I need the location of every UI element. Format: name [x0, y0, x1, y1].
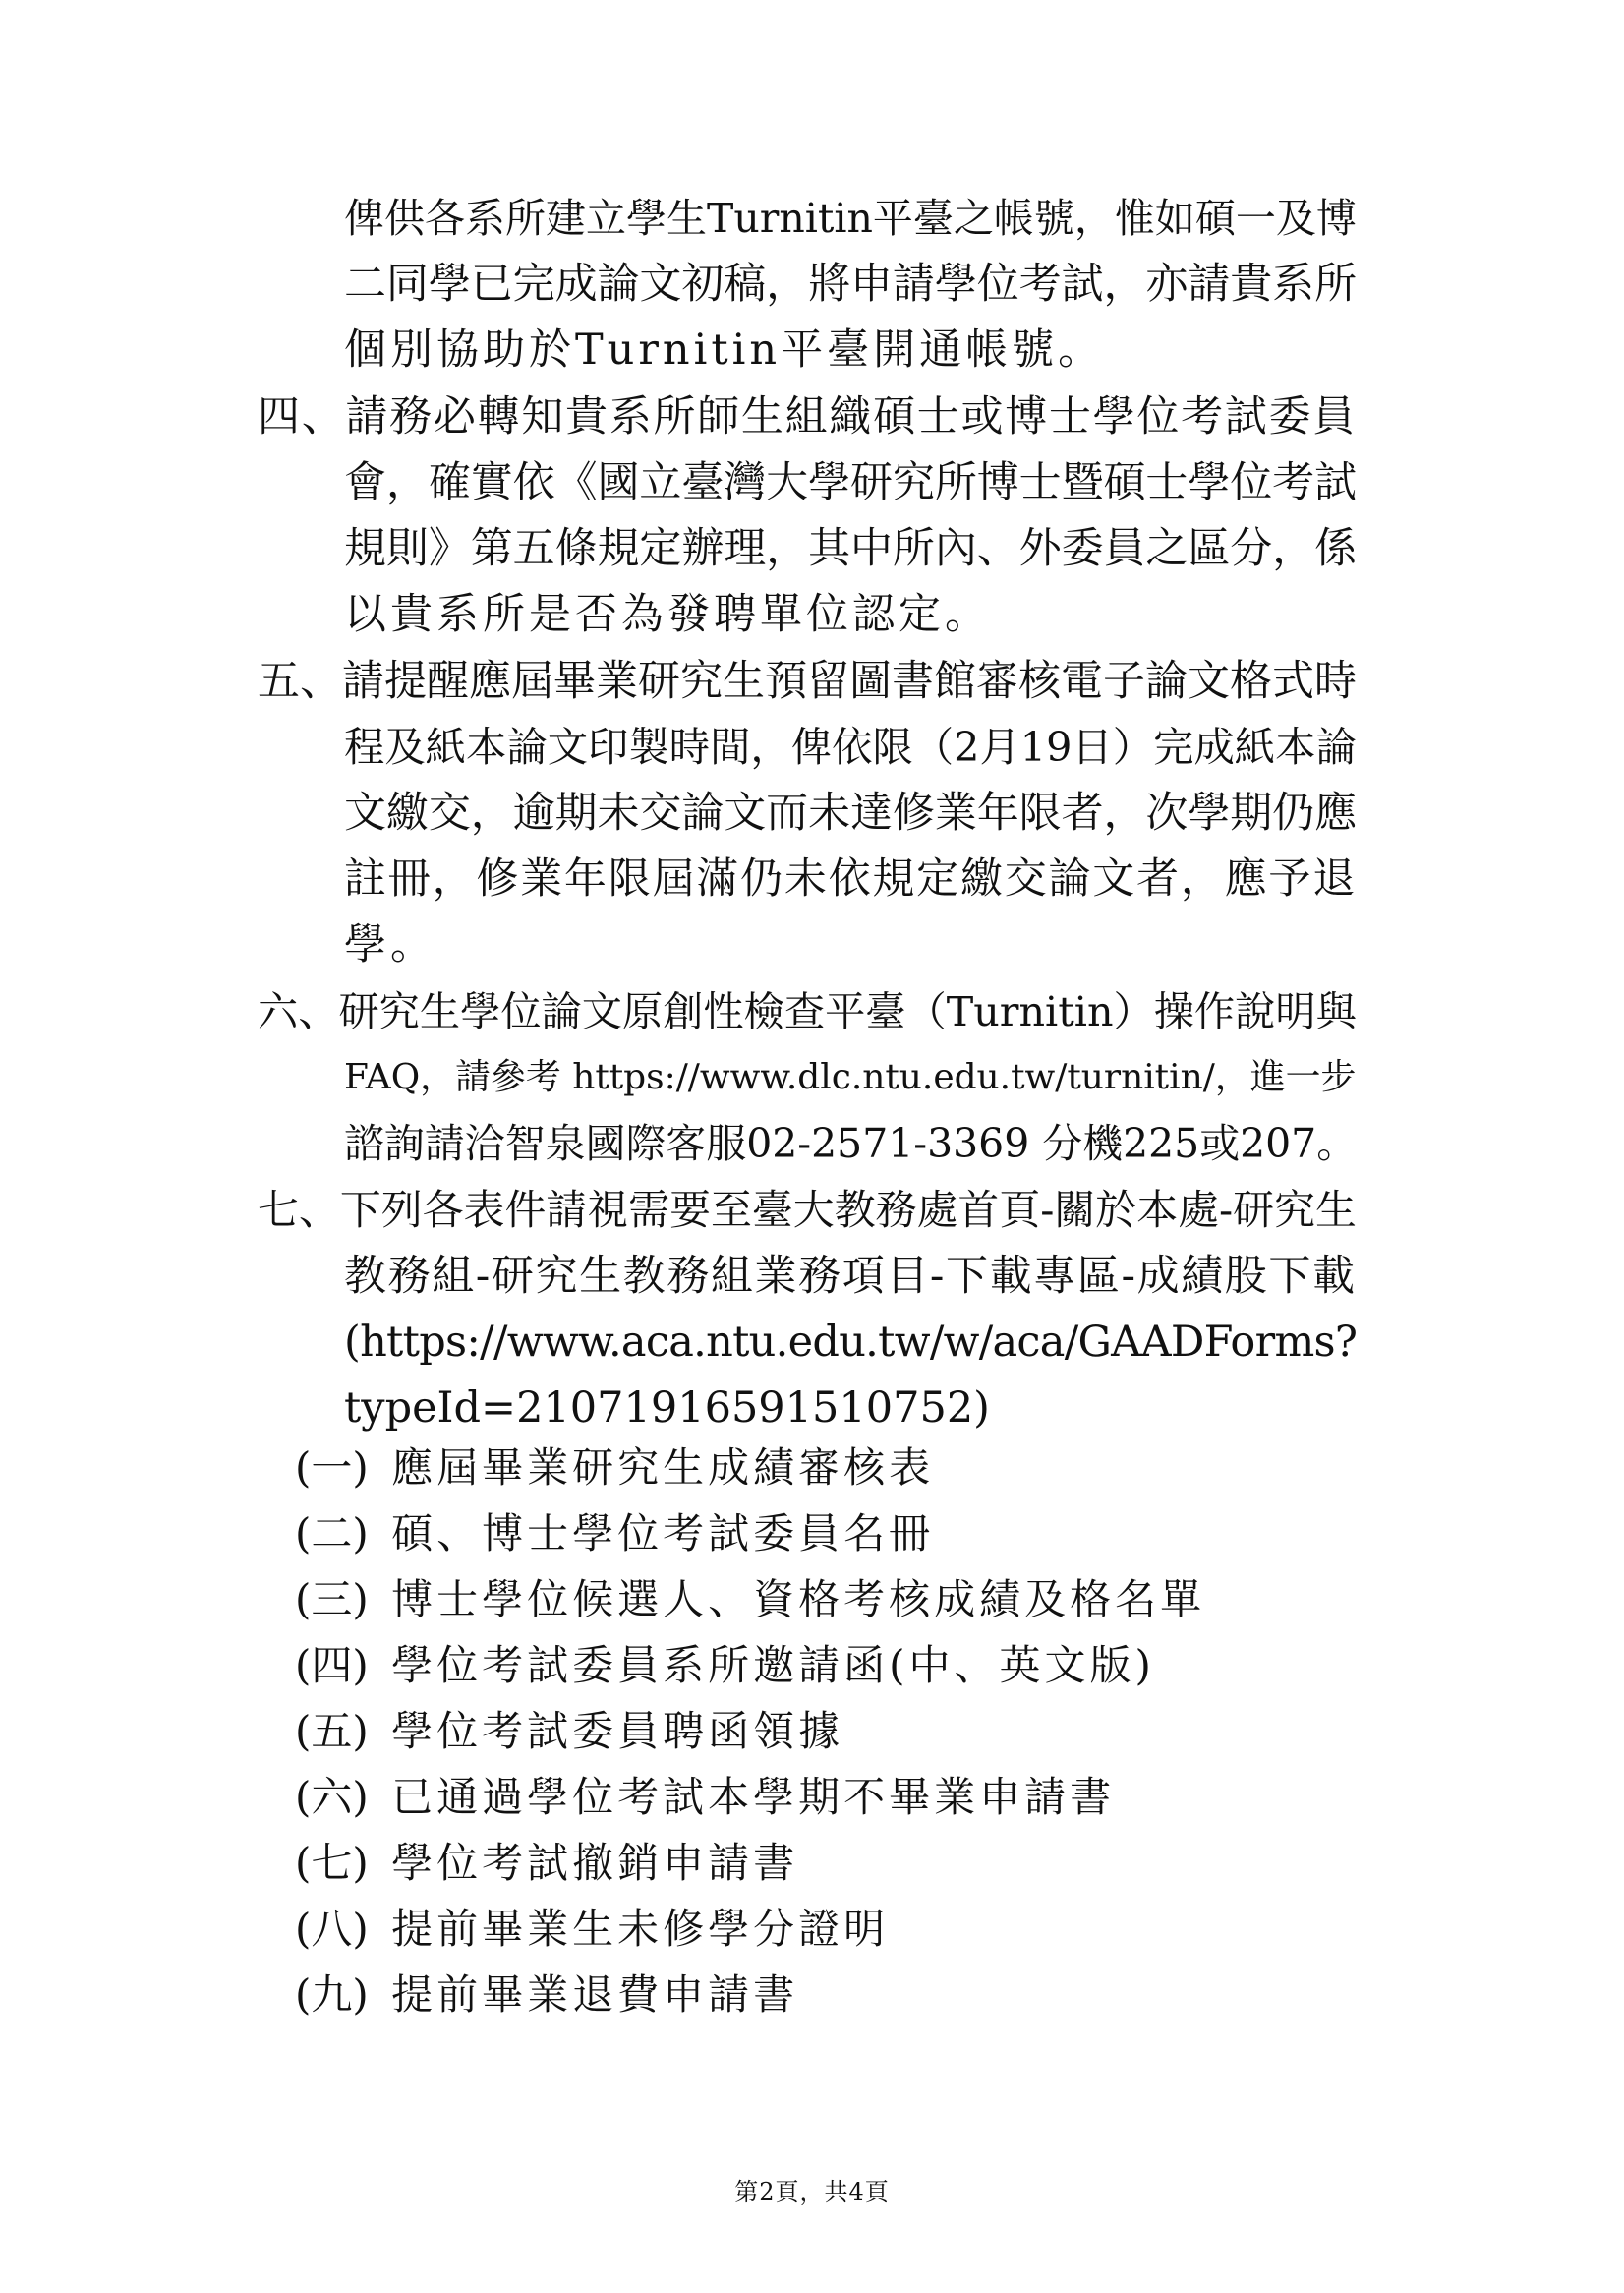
- form-number: (七): [295, 1839, 369, 1887]
- form-number: (二): [295, 1509, 369, 1558]
- paragraph-line: 學。: [344, 920, 436, 970]
- form-number: (八): [295, 1905, 369, 1953]
- form-title: 提前畢業退費申請書: [391, 1970, 799, 2019]
- form-number: (一): [295, 1443, 369, 1492]
- item-7-heading-line: 七、下列各表件請視需要至臺大教務處首頁-關於本處-研究生: [258, 1186, 1357, 1234]
- form-title: 碩、博士學位考試委員名冊: [391, 1509, 935, 1558]
- item-5-heading-line: 五、請提醒應屆畢業研究生預留圖書館審核電子論文格式時: [258, 657, 1357, 706]
- item-6-heading-line: 六、研究生學位論文原創性檢查平臺（Turnitin）操作說明與: [258, 988, 1357, 1035]
- form-list-item: [295, 1640, 1155, 1691]
- form-list-item: [295, 1838, 798, 1889]
- forms-url-line: typeId=21071916591510752): [344, 1383, 990, 1433]
- paragraph-line: 教務組-研究生教務組業務項目-下載專區-成績股下載: [344, 1252, 1357, 1301]
- paragraph-line: 程及紙本論文印製時間，俾依限（2月19日）完成紙本論: [344, 724, 1357, 771]
- form-title: 博士學位候選人、資格考核成績及格名單: [391, 1575, 1206, 1623]
- paragraph-line: 文繳交，逾期未交論文而未達修業年限者，次學期仍應: [344, 789, 1357, 838]
- form-list-item: [295, 1970, 798, 2021]
- paragraph-line: 俾供各系所建立學生Turnitin平臺之帳號，惟如碩一及博: [344, 195, 1357, 242]
- form-number: (九): [295, 1970, 369, 2019]
- form-list-item: [295, 1574, 1205, 1625]
- paragraph-line: 會，確實依《國立臺灣大學研究所博士暨碩士學位考試: [344, 458, 1357, 507]
- form-title: 應屆畢業研究生成績審核表: [391, 1443, 935, 1492]
- form-list-item: [295, 1904, 889, 1955]
- form-title: 已通過學位考試本學期不畢業申請書: [391, 1773, 1116, 1821]
- item-4-heading-line: 四、請務必轉知貴系所師生組織碩士或博士學位考試委員: [258, 392, 1357, 441]
- form-title: 學位考試撤銷申請書: [391, 1839, 799, 1887]
- paragraph-line: 以貴系所是否為發聘單位認定。: [344, 590, 991, 639]
- faq-url-line: FAQ，請參考 https://www.dlc.ntu.edu.tw/turnitin/，進一步: [344, 1057, 1357, 1097]
- page-number: 第2頁，共4頁: [734, 2178, 890, 2205]
- form-title: 學位考試委員聘函領據: [391, 1707, 844, 1755]
- forms-url-line: (https://www.aca.ntu.edu.tw/w/aca/GAADForms?: [344, 1318, 1358, 1367]
- form-number: (四): [295, 1641, 369, 1689]
- paragraph-line: 註冊，修業年限屆滿仍未依規定繳交論文者，應予退: [344, 854, 1357, 904]
- paragraph-line: 規則》第五條規定辦理，其中所內、外委員之區分，係: [344, 524, 1357, 573]
- form-title: 提前畢業生未修學分證明: [391, 1905, 890, 1953]
- form-list-item: [295, 1772, 1115, 1823]
- form-title: 學位考試委員系所邀請函(中、英文版): [391, 1641, 1155, 1689]
- form-list-item: [295, 1508, 934, 1559]
- paragraph-line: 個別協助於Turnitin平臺開通帳號。: [344, 325, 1105, 375]
- paragraph-line: 二同學已完成論文初稿，將申請學位考試，亦請貴系所: [344, 260, 1357, 309]
- contact-line: 諮詢請洽智泉國際客服02-2571-3369 分機225或207。: [344, 1120, 1358, 1167]
- form-list-item: [295, 1706, 843, 1757]
- form-number: (三): [295, 1575, 369, 1623]
- form-number: (五): [295, 1707, 369, 1755]
- form-number: (六): [295, 1773, 369, 1821]
- form-list-item: [295, 1442, 934, 1494]
